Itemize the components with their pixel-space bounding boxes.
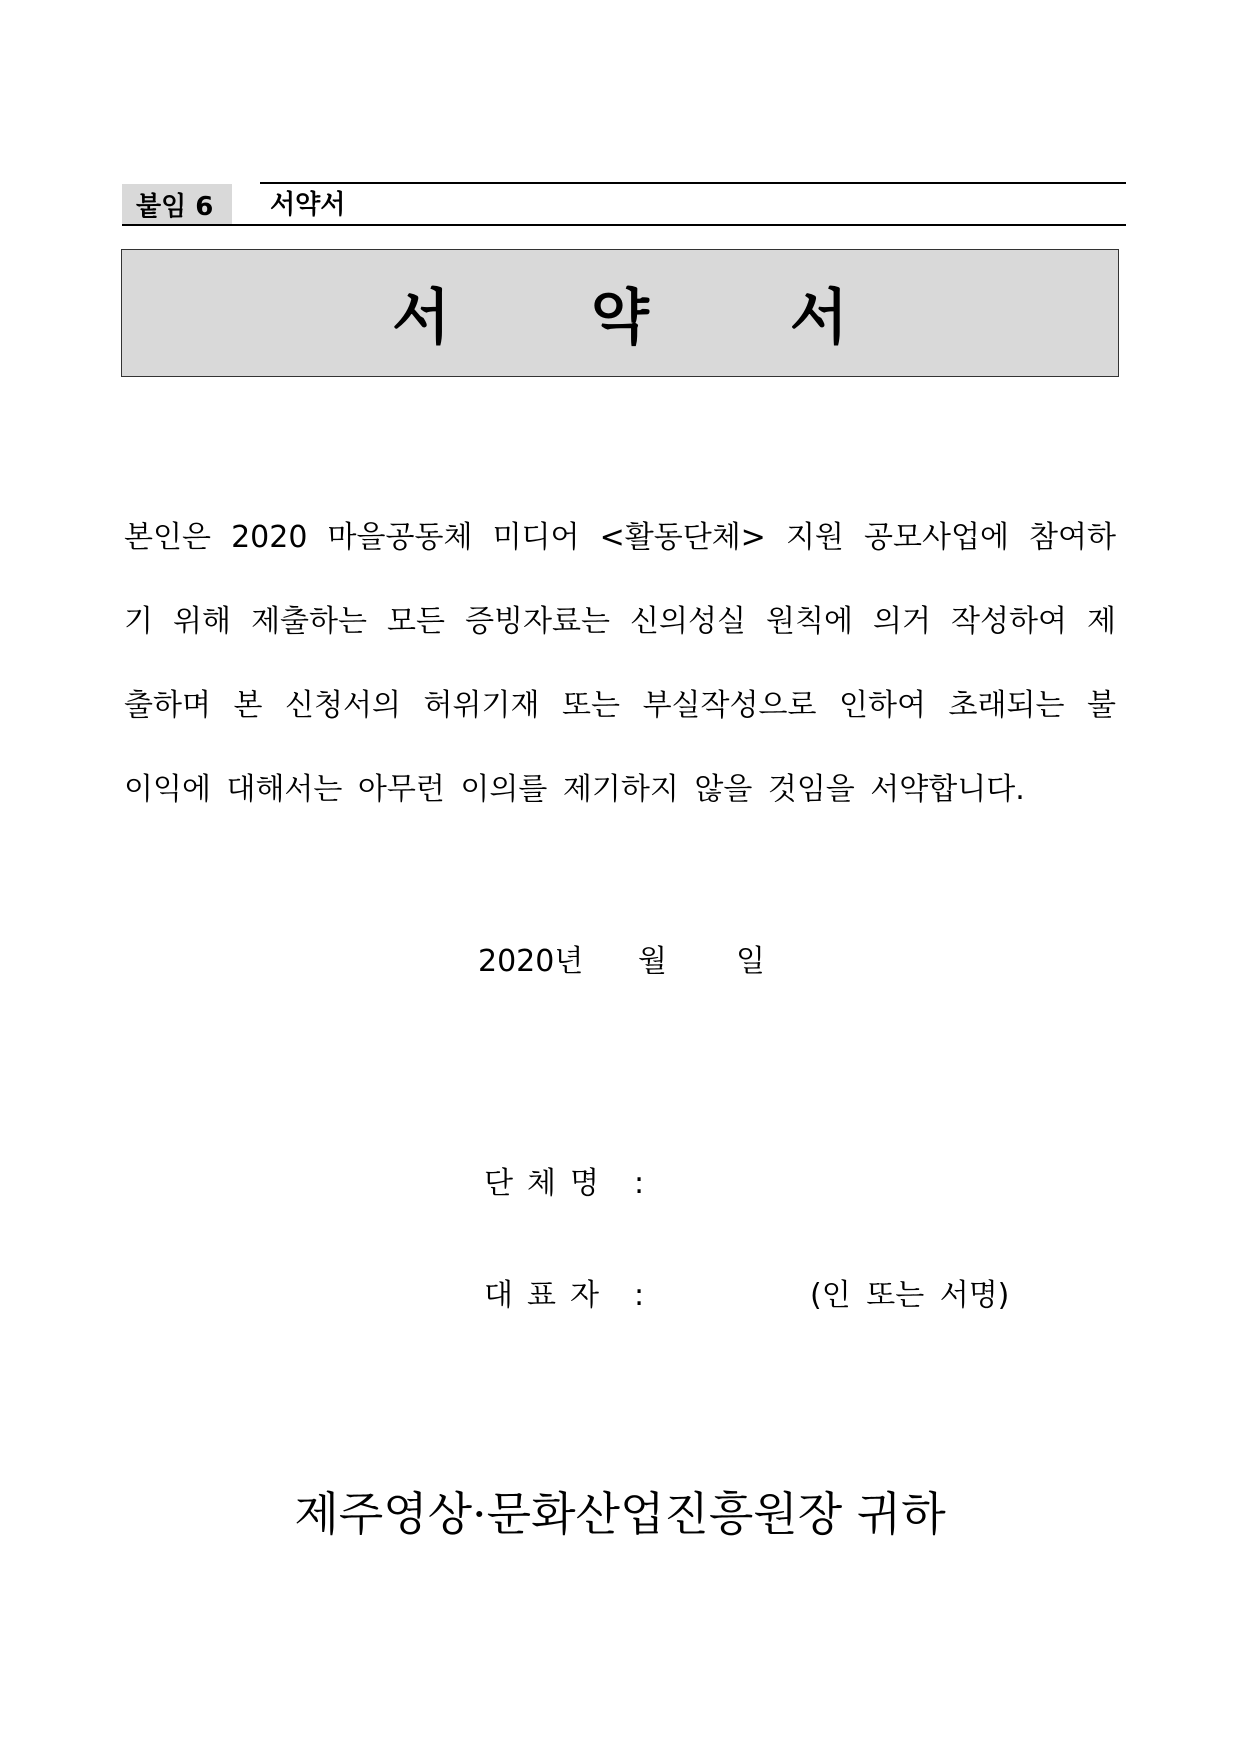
document-title: 서 약 서 <box>392 283 908 353</box>
date-month: 월 <box>638 944 667 979</box>
date-line <box>478 936 765 980</box>
body-line: 출하며 본 신청서의 허위기재 또는 부실작성으로 인하여 초래되는 불 <box>124 688 1116 723</box>
representative-colon: : <box>634 1278 645 1313</box>
attachment-label: 붙임 6 <box>122 184 232 226</box>
header-rule-bottom <box>232 224 1126 226</box>
org-name-field[interactable] <box>484 1158 654 1202</box>
body-line: 본인은 2020 마을공동체 미디어 <활동단체> 지원 공모사업에 참여하 <box>124 520 1116 555</box>
body-line: 이익에 대해서는 아무런 이의를 제기하지 않을 것임을 서약합니다. <box>124 772 1025 807</box>
signature-note[interactable]: (인 또는 서명) <box>810 1278 1010 1313</box>
body-line: 기 위해 제출하는 모든 증빙자료는 신의성실 원칙에 의거 작성하여 제 <box>124 604 1116 639</box>
recipient-line: 제주영상·문화산업진흥원장 귀하 <box>294 1487 946 1541</box>
org-name-label: 단체명 <box>484 1166 613 1201</box>
title-box <box>121 249 1119 377</box>
date-year: 2020년 <box>478 944 584 979</box>
attachment-title: 서약서 <box>270 190 346 220</box>
representative-label: 대표자 <box>484 1278 613 1313</box>
date-day: 일 <box>736 944 765 979</box>
representative-field[interactable] <box>484 1270 654 1314</box>
header-rule-top <box>260 182 1126 184</box>
org-name-colon: : <box>634 1166 645 1201</box>
pledge-body <box>124 510 1116 846</box>
